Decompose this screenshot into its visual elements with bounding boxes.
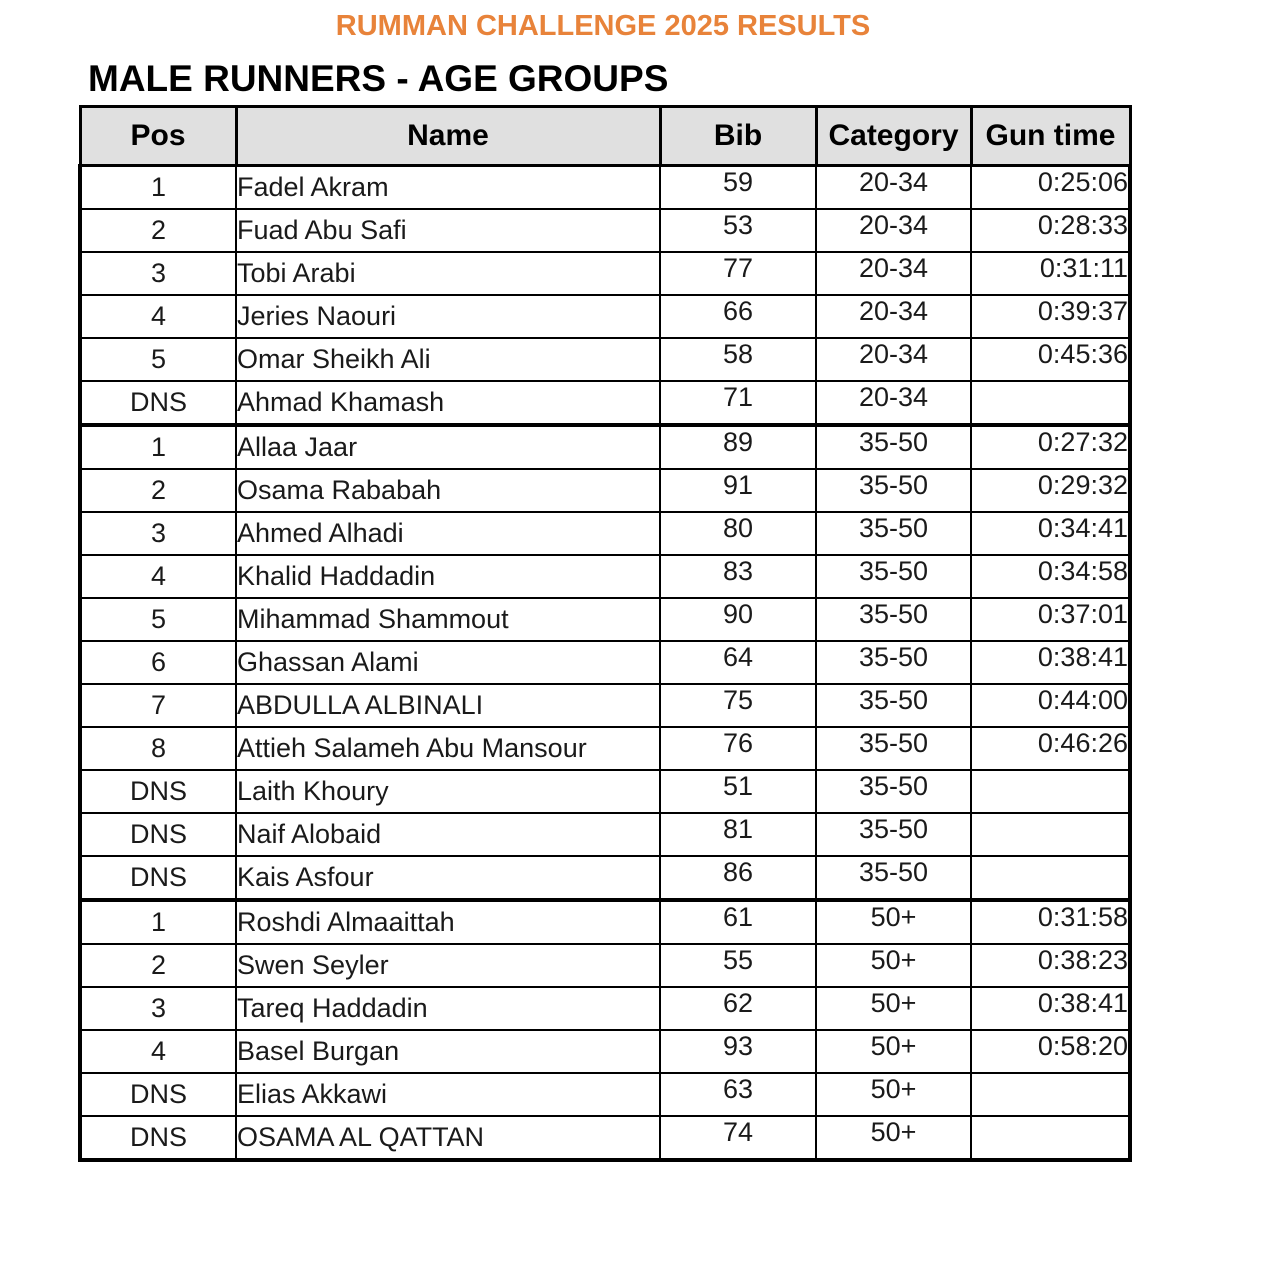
- table-row: [80, 598, 1130, 641]
- result-name: Attieh Salameh Abu Mansour: [236, 727, 660, 770]
- result-pos: DNS: [80, 770, 236, 813]
- result-name: Khalid Haddadin: [236, 555, 660, 598]
- result-gun-time: 0:37:01: [971, 598, 1130, 641]
- result-pos: 4: [80, 1030, 236, 1073]
- table-row: [80, 684, 1130, 727]
- result-name: Basel Burgan: [236, 1030, 660, 1073]
- result-pos: DNS: [80, 856, 236, 900]
- result-category: 20-34: [816, 295, 971, 338]
- result-name: Tareq Haddadin: [236, 987, 660, 1030]
- result-pos: 1: [80, 166, 236, 210]
- table-row: [80, 338, 1130, 381]
- result-gun-time: 0:34:58: [971, 555, 1130, 598]
- result-category: 50+: [816, 987, 971, 1030]
- result-category: 35-50: [816, 727, 971, 770]
- result-name: Tobi Arabi: [236, 252, 660, 295]
- result-bib: 80: [660, 512, 816, 555]
- results-body: [80, 166, 1130, 1161]
- table-row: [80, 1030, 1130, 1073]
- table-row: [80, 1116, 1130, 1160]
- result-pos: DNS: [80, 1116, 236, 1160]
- result-bib: 76: [660, 727, 816, 770]
- result-gun-time: [971, 770, 1130, 813]
- result-pos: 3: [80, 987, 236, 1030]
- table-row: [80, 1073, 1130, 1116]
- result-bib: 51: [660, 770, 816, 813]
- table-row: [80, 727, 1130, 770]
- result-category: 35-50: [816, 555, 971, 598]
- result-bib: 59: [660, 166, 816, 210]
- table-row: [80, 381, 1130, 425]
- result-pos: 5: [80, 598, 236, 641]
- table-row: [80, 512, 1130, 555]
- table-row: [80, 555, 1130, 598]
- section-title: MALE RUNNERS - AGE GROUPS: [88, 58, 669, 99]
- result-category: 20-34: [816, 209, 971, 252]
- table-row: [80, 813, 1130, 856]
- result-category: 50+: [816, 900, 971, 944]
- result-pos: 7: [80, 684, 236, 727]
- result-gun-time: 0:38:23: [971, 944, 1130, 987]
- result-category: 20-34: [816, 338, 971, 381]
- result-pos: 2: [80, 944, 236, 987]
- result-name: Ahmad Khamash: [236, 381, 660, 425]
- result-name: Swen Seyler: [236, 944, 660, 987]
- result-bib: 64: [660, 641, 816, 684]
- result-pos: 3: [80, 512, 236, 555]
- result-category: 35-50: [816, 813, 971, 856]
- result-name: Laith Khoury: [236, 770, 660, 813]
- result-bib: 61: [660, 900, 816, 944]
- result-bib: 74: [660, 1116, 816, 1160]
- result-pos: 2: [80, 209, 236, 252]
- result-pos: 8: [80, 727, 236, 770]
- result-gun-time: 0:39:37: [971, 295, 1130, 338]
- result-category: 20-34: [816, 252, 971, 295]
- result-bib: 55: [660, 944, 816, 987]
- results-table: [78, 105, 1132, 1162]
- result-name: Ghassan Alami: [236, 641, 660, 684]
- result-gun-time: 0:29:32: [971, 469, 1130, 512]
- result-gun-time: 0:46:26: [971, 727, 1130, 770]
- header-row: [80, 107, 1130, 166]
- column-header-pos: Pos: [80, 107, 236, 166]
- result-category: 50+: [816, 1073, 971, 1116]
- result-gun-time: [971, 856, 1130, 900]
- table-row: [80, 900, 1130, 944]
- result-category: 50+: [816, 1030, 971, 1073]
- table-row: [80, 252, 1130, 295]
- result-category: 35-50: [816, 641, 971, 684]
- result-gun-time: [971, 813, 1130, 856]
- result-gun-time: 0:27:32: [971, 425, 1130, 469]
- result-bib: 89: [660, 425, 816, 469]
- result-name: Jeries Naouri: [236, 295, 660, 338]
- result-bib: 63: [660, 1073, 816, 1116]
- column-header-bib: Bib: [660, 107, 816, 166]
- result-pos: 4: [80, 295, 236, 338]
- result-category: 50+: [816, 1116, 971, 1160]
- table-row: [80, 770, 1130, 813]
- table-row: [80, 469, 1130, 512]
- table-row: [80, 641, 1130, 684]
- result-name: Omar Sheikh Ali: [236, 338, 660, 381]
- result-name: Kais Asfour: [236, 856, 660, 900]
- result-gun-time: [971, 1116, 1130, 1160]
- result-bib: 91: [660, 469, 816, 512]
- result-name: Roshdi Almaaittah: [236, 900, 660, 944]
- result-name: Fadel Akram: [236, 166, 660, 210]
- column-header-name: Name: [236, 107, 660, 166]
- result-name: Osama Rababah: [236, 469, 660, 512]
- result-bib: 66: [660, 295, 816, 338]
- column-header-category: Category: [816, 107, 971, 166]
- result-gun-time: 0:28:33: [971, 209, 1130, 252]
- result-gun-time: 0:31:11: [971, 252, 1130, 295]
- result-name: Fuad Abu Safi: [236, 209, 660, 252]
- table-row: [80, 295, 1130, 338]
- result-gun-time: 0:38:41: [971, 987, 1130, 1030]
- result-gun-time: [971, 1073, 1130, 1116]
- result-gun-time: [971, 381, 1130, 425]
- result-name: Mihammad Shammout: [236, 598, 660, 641]
- result-bib: 62: [660, 987, 816, 1030]
- result-bib: 86: [660, 856, 816, 900]
- result-category: 35-50: [816, 856, 971, 900]
- result-name: Elias Akkawi: [236, 1073, 660, 1116]
- result-bib: 75: [660, 684, 816, 727]
- result-bib: 90: [660, 598, 816, 641]
- result-pos: 2: [80, 469, 236, 512]
- result-name: OSAMA AL QATTAN: [236, 1116, 660, 1160]
- result-bib: 58: [660, 338, 816, 381]
- table-row: [80, 166, 1130, 210]
- result-bib: 93: [660, 1030, 816, 1073]
- result-category: 20-34: [816, 166, 971, 210]
- result-pos: 5: [80, 338, 236, 381]
- result-pos: DNS: [80, 381, 236, 425]
- result-bib: 83: [660, 555, 816, 598]
- result-pos: 3: [80, 252, 236, 295]
- result-category: 50+: [816, 944, 971, 987]
- event-title: RUMMAN CHALLENGE 2025 RESULTS: [335, 10, 871, 42]
- result-name: ABDULLA ALBINALI: [236, 684, 660, 727]
- result-bib: 81: [660, 813, 816, 856]
- result-name: Allaa Jaar: [236, 425, 660, 469]
- result-pos: DNS: [80, 1073, 236, 1116]
- result-category: 35-50: [816, 469, 971, 512]
- result-bib: 77: [660, 252, 816, 295]
- result-pos: 1: [80, 425, 236, 469]
- result-name: Naif Alobaid: [236, 813, 660, 856]
- result-category: 35-50: [816, 770, 971, 813]
- table-row: [80, 856, 1130, 900]
- result-bib: 53: [660, 209, 816, 252]
- table-row: [80, 944, 1130, 987]
- table-row: [80, 987, 1130, 1030]
- result-category: 35-50: [816, 684, 971, 727]
- table-row: [80, 425, 1130, 469]
- result-name: Ahmed Alhadi: [236, 512, 660, 555]
- result-category: 35-50: [816, 512, 971, 555]
- result-pos: DNS: [80, 813, 236, 856]
- column-header-gun-time: Gun time: [971, 107, 1130, 166]
- result-gun-time: 0:38:41: [971, 641, 1130, 684]
- result-category: 35-50: [816, 598, 971, 641]
- result-bib: 71: [660, 381, 816, 425]
- result-gun-time: 0:25:06: [971, 166, 1130, 210]
- table-row: [80, 209, 1130, 252]
- result-category: 20-34: [816, 381, 971, 425]
- result-gun-time: 0:45:36: [971, 338, 1130, 381]
- result-gun-time: 0:31:58: [971, 900, 1130, 944]
- result-pos: 4: [80, 555, 236, 598]
- result-pos: 1: [80, 900, 236, 944]
- result-gun-time: 0:58:20: [971, 1030, 1130, 1073]
- result-pos: 6: [80, 641, 236, 684]
- result-gun-time: 0:34:41: [971, 512, 1130, 555]
- result-gun-time: 0:44:00: [971, 684, 1130, 727]
- result-category: 35-50: [816, 425, 971, 469]
